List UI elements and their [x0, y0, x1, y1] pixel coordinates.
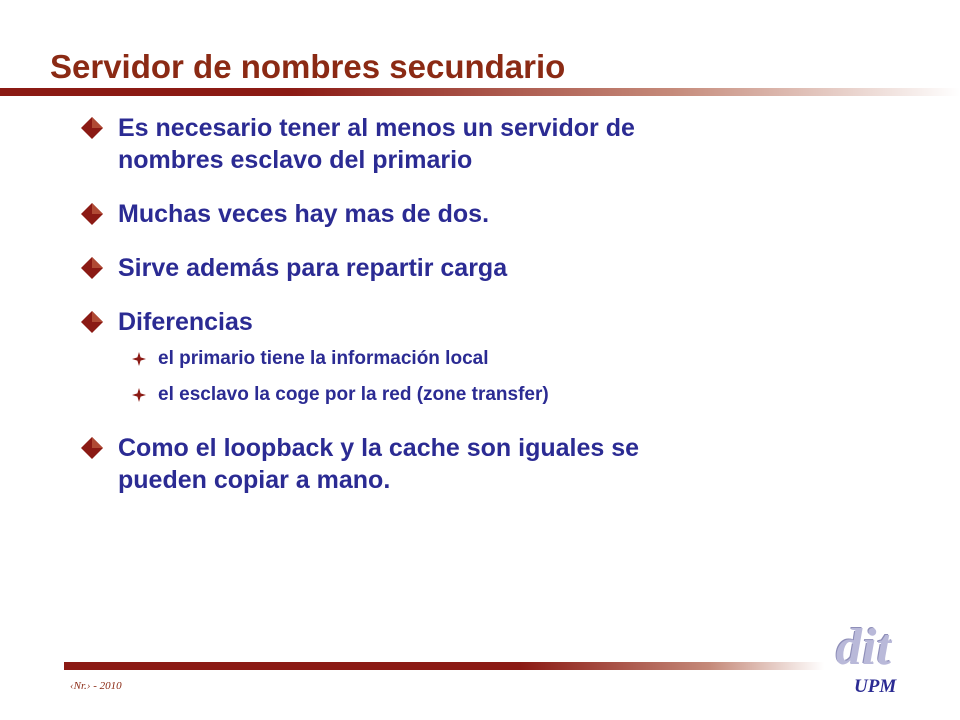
sub-bullet-item: [132, 384, 549, 406]
footer-divider: [64, 662, 824, 670]
bullet-text: [118, 432, 639, 496]
bullet-item: [80, 432, 639, 496]
slide-title: Servidor de nombres secundario: [50, 48, 566, 85]
bullet-line: Muchas veces hay mas de dos.: [118, 200, 490, 228]
logo-dit-text: dit: [836, 619, 891, 676]
bullet-line: pueden copiar a mano.: [118, 466, 391, 494]
diamond-bullet-icon: [80, 116, 104, 140]
bullet-text: [118, 306, 253, 338]
diamond-bullet-icon: [80, 256, 104, 280]
sub-bullet-item: [132, 348, 488, 370]
bullet-line: nombres esclavo del primario: [118, 146, 473, 174]
bullet-line: Diferencias: [118, 308, 253, 336]
four-point-star-icon: [132, 352, 146, 366]
diamond-bullet-icon: [80, 436, 104, 460]
slide-number-footer: ‹Nr.› - 2010: [70, 680, 122, 692]
bullet-text: [118, 252, 507, 284]
bullet-item: [80, 112, 635, 176]
bullet-item: [80, 198, 489, 230]
bullet-item: [80, 306, 253, 338]
bullet-line: Es necesario tener al menos un servidor de: [118, 114, 635, 142]
logo-upm-text: UPM: [854, 676, 897, 697]
diamond-bullet-icon: [80, 310, 104, 334]
bullet-line: Como el loopback y la cache son iguales se: [118, 434, 640, 462]
bullet-text: [118, 112, 635, 176]
diamond-bullet-icon: [80, 202, 104, 226]
dit-upm-logo: [836, 619, 926, 702]
four-point-star-icon: [132, 388, 146, 402]
sub-bullet-text: el esclavo la coge por la red (zone transfer): [158, 384, 549, 405]
sub-bullet-text: el primario tiene la información local: [158, 348, 489, 369]
bullet-item: [80, 252, 507, 284]
bullet-line: Sirve además para repartir carga: [118, 254, 508, 282]
bullet-text: [118, 198, 489, 230]
